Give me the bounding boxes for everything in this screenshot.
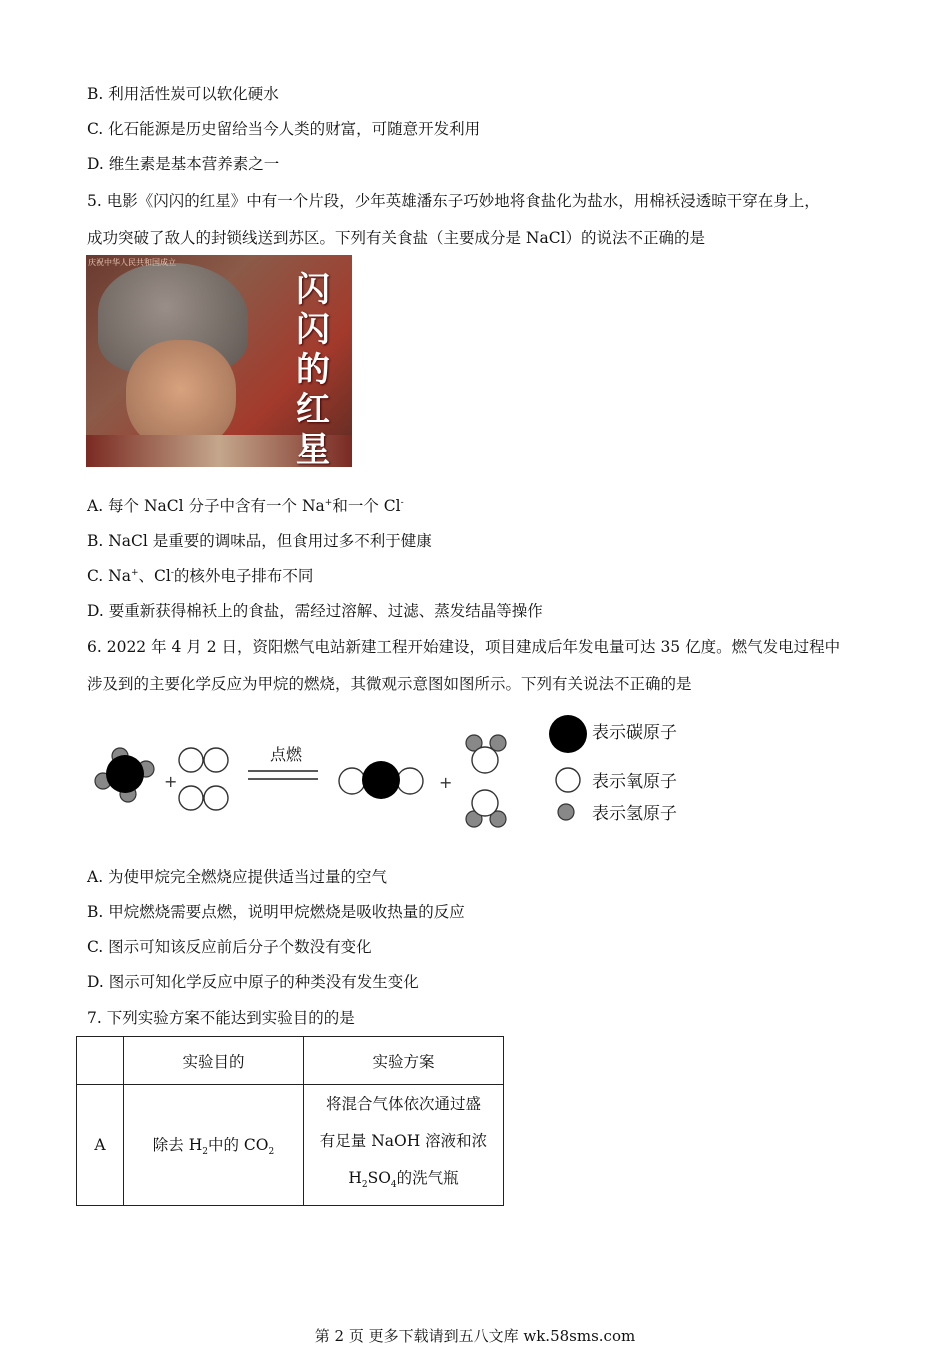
- option-d-q4: D. 维生素是基本营养素之一: [87, 155, 280, 173]
- option-c-q4: C. 化石能源是历史留给当今人类的财富，可随意开发利用: [87, 120, 481, 138]
- option-a-q5-text1: A. 每个 NaCl 分子中含有一个 Na: [87, 497, 325, 515]
- option-c-q5: [87, 564, 313, 586]
- option-c-q5-text2: 、Cl: [138, 567, 171, 585]
- option-a-q6: A. 为使甲烷完全燃烧应提供适当过量的空气: [87, 868, 388, 886]
- experiment-table: [76, 1036, 504, 1206]
- option-c-q5-text3: 的核外电子排布不同: [173, 567, 314, 585]
- methane-combustion-diagram: [80, 705, 700, 835]
- legend-oxygen-label: 表示氧原子: [592, 772, 677, 792]
- table-header-row: [77, 1037, 504, 1085]
- movie-poster-image: [86, 255, 352, 467]
- plan-line: 有足量 NaOH 溶液和浓: [319, 1131, 488, 1150]
- question-5-line1: 5. 电影《闪闪的红星》中有一个片段，少年英雄潘东子巧妙地将食盐化为盐水，用棉袄浸透晾干穿在身上，: [87, 192, 820, 210]
- poster-title: 闪闪的红星: [296, 270, 330, 467]
- sup-minus: -: [400, 497, 404, 508]
- reaction-condition: 点燃: [270, 745, 303, 764]
- option-d-q5: D. 要重新获得棉袄上的食盐，需经过溶解、过滤、蒸发结晶等操作: [87, 602, 543, 620]
- table-header-cell: [77, 1037, 124, 1085]
- option-a-q5-text2: 和一个 Cl: [332, 497, 401, 515]
- poster-face: [126, 340, 236, 450]
- table-header-cell: 实验目的: [124, 1037, 304, 1085]
- sup-plus: +: [324, 497, 333, 508]
- plan-text-h: H: [348, 1168, 362, 1187]
- legend-oxygen-swatch: [556, 768, 580, 792]
- option-b-q6: B. 甲烷燃烧需要点燃，说明甲烷燃烧是吸收热量的反应: [87, 903, 465, 921]
- legend-carbon-swatch: [549, 715, 587, 753]
- question-5-line2: 成功突破了敌人的封锁线送到苏区。下列有关食盐（主要成分是 NaCl）的说法不正确的是: [87, 229, 706, 247]
- carbon-dioxide-molecule: [339, 761, 423, 799]
- option-a-q5: [87, 494, 404, 516]
- plan-line: 将混合气体依次通过盛: [325, 1094, 481, 1113]
- page-footer: 第 2 页 更多下载请到五八文库 wk.58sms.com: [314, 1327, 636, 1345]
- plan-text-end: 的洗气瓶: [396, 1168, 459, 1187]
- question-6-line2: 涉及到的主要化学反应为甲烷的燃烧，其微观示意图如图所示。下列有关说法不正确的是: [87, 675, 692, 693]
- subscript-2: 2: [361, 1180, 368, 1191]
- subscript-2: 2: [202, 1147, 208, 1158]
- legend-hydrogen-swatch: [558, 804, 574, 820]
- plan-text-so: SO: [367, 1168, 391, 1187]
- table-row: [77, 1085, 504, 1206]
- plus-sign-1: +: [164, 772, 178, 791]
- table-header-cell: 实验方案: [304, 1037, 504, 1085]
- plus-sign-2: +: [439, 773, 453, 792]
- option-c-q5-text1: C. Na: [87, 567, 131, 585]
- option-b-q4: B. 利用活性炭可以软化硬水: [87, 85, 279, 103]
- plan-line: [304, 1160, 503, 1204]
- purpose-cell: [124, 1085, 304, 1206]
- poster-banner: 庆祝中华人民共和国成立: [88, 258, 176, 267]
- legend-hydrogen-label: 表示氢原子: [592, 804, 677, 824]
- row-label: A: [77, 1085, 124, 1206]
- methane-molecule: [95, 748, 154, 802]
- purpose-text1: 除去 H: [152, 1135, 203, 1154]
- legend: [549, 715, 677, 824]
- subscript-4: 4: [390, 1180, 397, 1191]
- sup-plus: +: [130, 567, 139, 578]
- water-molecules: [466, 735, 506, 827]
- legend-carbon-label: 表示碳原子: [592, 723, 677, 743]
- plan-cell: [304, 1085, 504, 1206]
- oxygen-molecules: [179, 748, 228, 810]
- option-b-q5: B. NaCl 是重要的调味品，但食用过多不利于健康: [87, 532, 432, 550]
- subscript-2: 2: [268, 1147, 275, 1158]
- option-d-q6: D. 图示可知化学反应中原子的种类没有发生变化: [87, 973, 419, 991]
- question-6-line1: 6. 2022 年 4 月 2 日，资阳燃气电站新建工程开始建设，项目建成后年发电量可达 35 亿度。燃气发电过程中: [87, 638, 841, 656]
- purpose-text2: 中的 CO: [207, 1135, 269, 1154]
- option-c-q6: C. 图示可知该反应前后分子个数没有变化: [87, 938, 372, 956]
- question-7: 7. 下列实验方案不能达到实验目的的是: [87, 1009, 355, 1027]
- sup-minus: -: [170, 567, 174, 578]
